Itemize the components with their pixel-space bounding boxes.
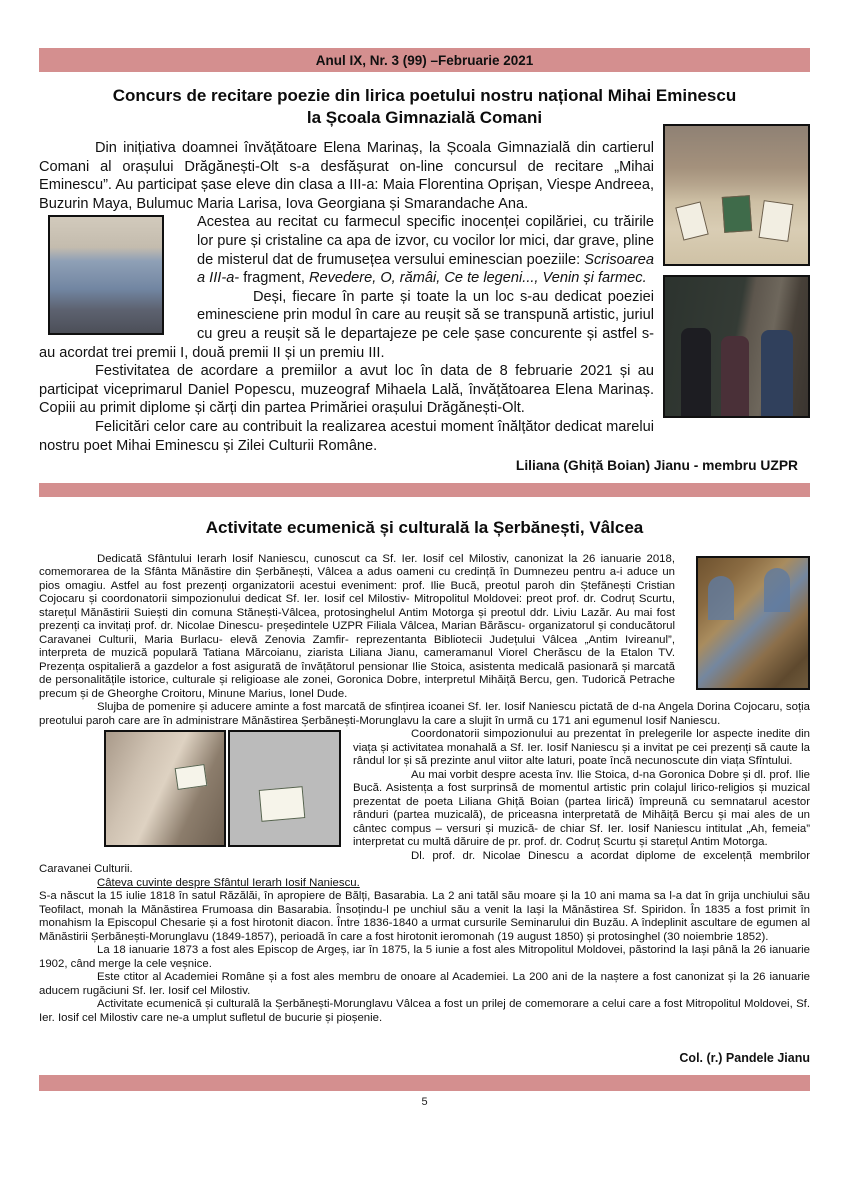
book-shape — [759, 200, 794, 242]
diploma-shape — [259, 786, 306, 822]
fresco-arch-shape — [764, 568, 790, 612]
book-shape — [675, 201, 708, 240]
teachers-blackboard-photo — [663, 275, 810, 418]
person-silhouette — [721, 336, 749, 416]
poem-titles-italic: Revedere, O, rămâi, Ce te legeni..., Venin și farmec. — [308, 270, 647, 287]
article1-right-photo-column — [663, 124, 810, 427]
classroom-eminescu-books-photo — [663, 124, 810, 266]
article2-p1-lead: Dedicată Sfântului Ierarh Iosif Naniescu, cunoscut ca Sf. Ier. Iosif cel Milostiv, canonizat la 26 ianuarie 2018, — [97, 552, 675, 565]
article1-p2-lead: Acestea au recitat cu farmecul specific inocenței copilăriei, cu trăirile lor pure și cristaline ca apa de izvor, cu vocilor lor mici, dar grave, pline de misterul dat de frumusețea versului eminescian poeziile: — [197, 214, 654, 268]
person-silhouette — [761, 330, 793, 416]
article1-paragraph-3: Deși, fiecare în parte și toate la un loc s-au dedicat poeziei eminesciene prin modul în care au reușit să se transpună artistic, juriul cu greu a reușit să le departajeze pe cele șase concurente și astfel s-au acordat trei premii I, două premii II și un premiu III. — [39, 288, 654, 361]
certificate-shape — [175, 764, 208, 790]
article1-p2-mid: fragment, — [239, 270, 309, 287]
issue-banner — [39, 48, 810, 72]
article1-body — [39, 139, 810, 476]
page-number: 5 — [421, 1095, 428, 1108]
article2-paragraph-7: S-a născut la 15 iulie 1818 în satul Răzălăi, în apropiere de Bălți, Basarabia. La 2 ani tatăl său moare și la 10 ani mama sa l-a dat în grija unchiului său Teofilact, monah la Mănăstirea Frumoasa din Basarabia. Însoțindu-l pe unchiul său a venit la Iași la Mănăstirea Sf. Spiridon. În 1835 a fost primit în monahism la Episcopul Chesarie și a fost hirotonit diacon. Între 1836-1840 a urmat cursurile Seminarului din Buzău. A îndeplinit ascultare de egumen al Mănăstirii Șerbănești-Morunglavu (1849-1857), perioadă în care a fost hirotonit ieromonah (19 august 1850) și protosinghel (30 noiembrie 1852). — [39, 890, 810, 943]
article2-title: Activitate ecumenică și culturală la Șerbănești, Vâlcea — [205, 517, 644, 537]
man-woman-diploma-photo — [228, 730, 341, 847]
children-classroom-photo — [48, 215, 164, 335]
section-divider-bar — [39, 483, 810, 497]
article2-paragraph-5: Dl. prof. dr. Nicolae Dinescu a acordat diplome de excelență membrilor Caravanei Culturii. — [39, 849, 810, 876]
footer-bar — [39, 1075, 810, 1091]
article2-paragraph-2 — [39, 701, 810, 728]
article2-body — [39, 553, 810, 1066]
poem-title-italic: Scrisoarea a III-a- — [197, 251, 654, 287]
article2-subheading — [39, 877, 810, 891]
article2-paragraph-3: Coordonatorii simpozionului au prezentat în prelegerile lor aspecte inedite din viața și activitatea monahală a Sf. Ier. Iosif Naniescu și a invitat pe cei prezenți să caute la rândul lor și să prezinte anul viitor alte laturi, poate încă necunoscute din viața Sfîntului. — [353, 728, 810, 768]
article2-left-photo-pair — [46, 730, 341, 847]
book-shape — [722, 195, 752, 233]
article2-p2-rest: ani egumenul Iosif Naniescu. — [574, 714, 721, 727]
church-interior-photo — [696, 556, 810, 690]
article2-p1-rest: comemorarea de la Sfânta Mănăstire din Șerbănești, Vâlcea a adus oameni cu credință în Dumnezeu pentru a-i aduce un pios omagiu. Astfel au fost prezenți organizatorii acestui eveniment: prof. Ilie Bucă, preotul paroh din Ștefănești Cristian Cojocaru și coordonatorii simpozionului dedicat Sf. Ier. Iosif cel Milostiv- Mitropolitul Moldovei: preot prof. dr. Codruț Scurtu, starețul Mănăstirii Suiești din comuna Stănești-Vâlcea, protosinghelul Antim Motorga și preotul ddr. Liviu Lazăr. Au mai fost prezenți ca invitați prof. dr. Nicolae Dinescu- președintele UZPR Filiala Vâlcea, Marian Bărăscu- organizatorul și conducătorul Caravanei Culturii, Maria Burlacu- elevă Zenovia Zamfir- reprezentanta Bibliotecii Județului Vâlcea „Antim Ivireanul”, interpreta de muzică populară Tatiana Mărcoianu, ziarista Liliana Jianu, cameramanul Viorel Cherăscu de la Etalon TV. Prezența ospitalieră a gazdelor a fost asigurată de învățătorul pensionar Ilie Stoica, asistenta medicală pasionară și marcată de personalitățile istorice, culturale și religioase ale zonei, Goronica Dobre, interpretul Mihăiță Bercu, gen. Tudorică Petrache precum și de Gheorghe Croitoru, Minune Marius, Ionel Dude. — [39, 566, 675, 700]
article2-paragraph-4: Au mai vorbit despre acesta înv. Ilie Stoica, d-na Goronica Dobre și dl. prof. Ilie Bucă. Asistența a fost surprinsă de momentul artistic prin colajul lirico-religios și muzical prezentat de poeta Liliana Ghiță Boian (partea lirică) împreună cu semnatarul acestor rânduri (partea muzicală), de priceasna interpretată de Mihăiță Bercu și mai ales de un cântec compus – versuri și muzică- de chiar Sf. Ier. Iosif Naniescu intitulat „Ah, femeia” interpretat cu multă dăruire de pr. prof. dr. Codruț Scurtu și starețul Antim Motorga. — [353, 768, 810, 849]
article1-title-line1: Concurs de recitare poezie din lirica poetului nostru național Mihai Eminescu — [112, 86, 737, 105]
article1-paragraph-4: Festivitatea de acordare a premiilor a avut loc în data de 8 februarie 2021 și au participat viceprimarul Daniel Popescu, muzeograf Mihaela Lală, învățătoarea Elena Marinaș. Copiii au primit diplome și cărți din partea Primăriei orașului Drăgănești-Olt. — [39, 363, 654, 417]
fresco-arch-shape — [708, 576, 734, 620]
two-men-certificate-photo — [104, 730, 226, 847]
article2-subheading-text: Câteva cuvinte despre Sfântul Ierarh Iosif Naniescu. — [97, 876, 360, 889]
article2-paragraph-8: La 18 ianuarie 1873 a fost ales Episcop de Argeș, iar în 1875, la 5 iunie a fost ales Mitropolitul Moldovei, păstorind la Iași până la 26 ianuarie 1902, când merge la cele veșnice. — [39, 944, 810, 970]
article1-byline: Liliana (Ghiță Boian) Jianu - membru UZPR — [515, 458, 798, 474]
article1-title — [39, 85, 810, 129]
article2-byline: Col. (r.) Pandele Jianu — [679, 1051, 810, 1066]
article2-p2-lead: Slujba de pomenire și aducere aminte a fost marcată de sfințirea icoanei Sf. Ier. Iosif Naniescu pictată de d-na Angela Dorina Cojocaru, soția preotului paroh care are în administrare Mănăstirea Șerbănești-Morunglavu la care a slujit în urmă cu 171 — [39, 701, 810, 727]
person-silhouette — [681, 328, 711, 416]
article2-paragraph-9: Este ctitor al Academiei Române și a fost ales membru de onoare al Academiei. La 200 ani de la naștere a fost canonizat și la 26 ianuarie aducem rugăciuni Sf. Ier. Iosif cel Milostiv. — [39, 971, 810, 997]
issue-line: Anul IX, Nr. 3 (99) –Februarie 2021 — [315, 52, 534, 68]
article2-paragraph-1 — [39, 553, 810, 702]
article2-paragraph-10: Activitate ecumenică și culturală la Șerbănești-Morunglavu Vâlcea a fost un prilej de comemorare a celui care a fost Mitropolitul Moldovei, Sf. Ier. Iosif cel Milostiv care ne-a umplut sufletul de bucurie și pioșenie. — [39, 998, 810, 1024]
article1-paragraph-5: Felicitări celor care au contribuit la realizarea acestui moment înălțător dedicat marelui nostru poet Mihai Eminescu și Zilei Culturii Române. — [39, 418, 654, 454]
article1-paragraph-1: Din inițiativa doamnei învățătoare Elena Marinaș, la Școala Gimnazială din cartierul Comani al orașului Drăgănești-Olt s-a desfășurat on-line concursul de recitare „Mihai Eminescu”. Au participat șase eleve din clasa a III-a: Maia Florentina Oprișan, Viespe Andreea, Buzurin Maya, Bulumuc Maria Larisa, Iova Georgiana și Smarandache Ana. — [39, 140, 654, 212]
article1-title-line2: la Școala Gimnazială Comani — [306, 108, 543, 127]
